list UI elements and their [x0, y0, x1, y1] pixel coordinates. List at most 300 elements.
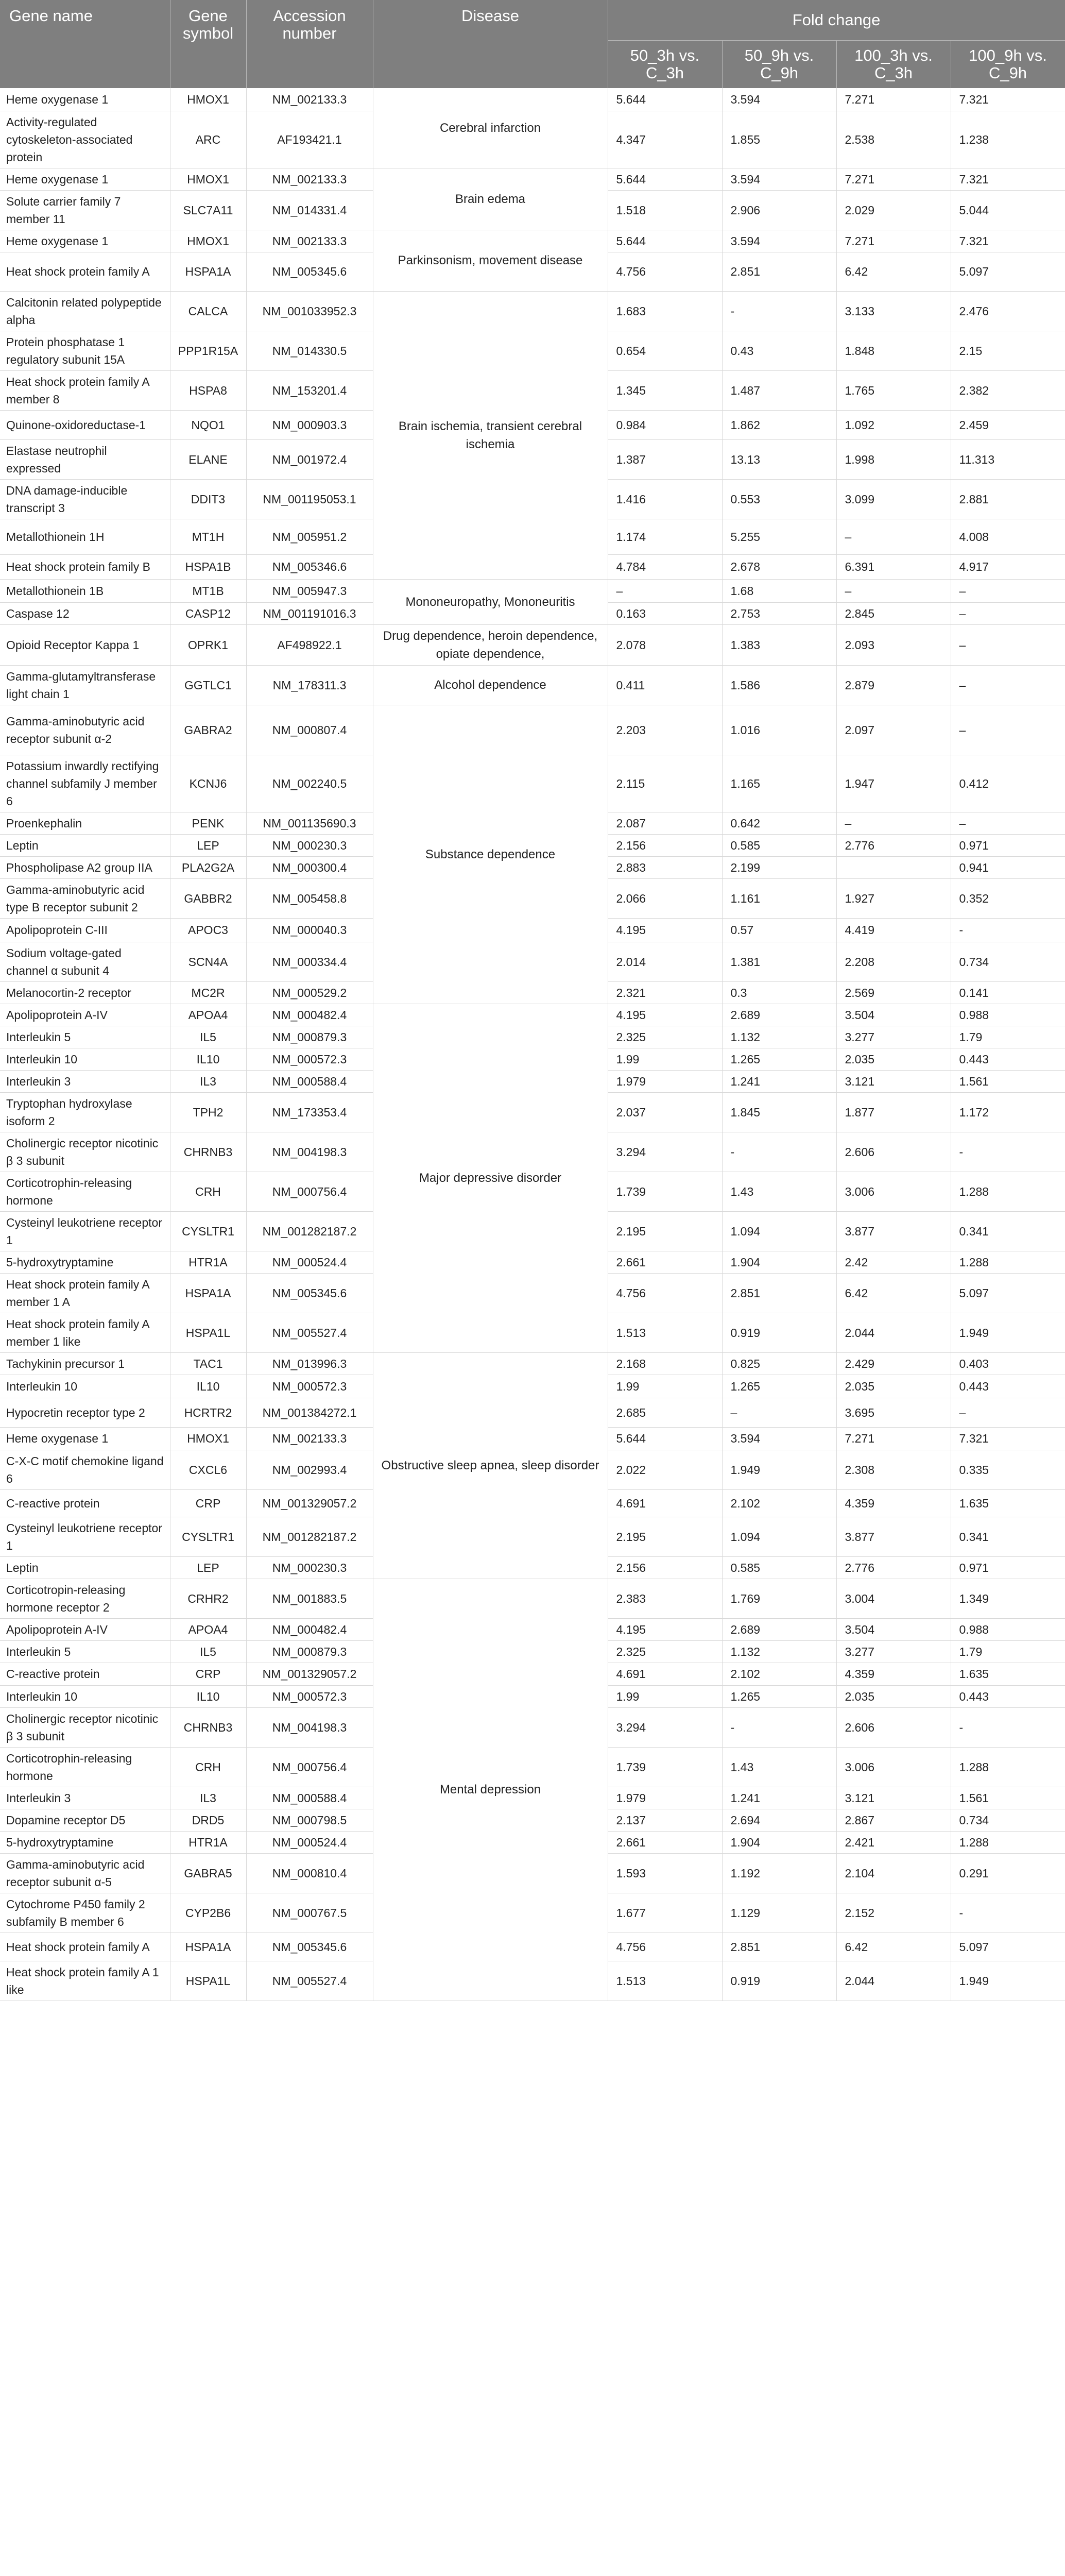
gene-symbol-cell: IL5 [170, 1640, 246, 1663]
accession-number-cell: NM_002133.3 [246, 88, 373, 111]
fold-change-cell: 1.862 [722, 410, 836, 439]
gene-name-cell: Interleukin 5 [0, 1026, 170, 1048]
fold-change-cell: 1.43 [722, 1172, 836, 1211]
accession-number-cell: NM_000810.4 [246, 1853, 373, 1893]
gene-name-cell: Elastase neutrophil expressed [0, 439, 170, 479]
gene-name-cell: Melanocortin-2 receptor [0, 981, 170, 1004]
gene-symbol-cell: CASP12 [170, 602, 246, 624]
gene-symbol-cell: CXCL6 [170, 1450, 246, 1489]
accession-number-cell: NM_000756.4 [246, 1747, 373, 1787]
accession-number-cell: NM_000300.4 [246, 856, 373, 878]
accession-number-cell: NM_000230.3 [246, 1556, 373, 1579]
gene-symbol-cell: TPH2 [170, 1092, 246, 1132]
fold-change-cell: 6.391 [836, 554, 951, 579]
fold-change-cell: 4.359 [836, 1489, 951, 1517]
accession-number-cell: NM_000524.4 [246, 1251, 373, 1273]
fold-change-cell: 2.851 [722, 1273, 836, 1313]
fold-change-cell: 7.321 [951, 88, 1065, 111]
fold-change-cell: 1.979 [608, 1787, 722, 1809]
fold-change-cell: 7.321 [951, 230, 1065, 252]
fold-change-cell: 1.129 [722, 1893, 836, 1933]
fold-change-cell: 2.569 [836, 981, 951, 1004]
fold-change-cell: 2.321 [608, 981, 722, 1004]
fold-change-cell: 2.152 [836, 1893, 951, 1933]
accession-number-cell: NM_000572.3 [246, 1685, 373, 1707]
accession-number-cell: NM_001135690.3 [246, 812, 373, 834]
fold-change-cell: 6.42 [836, 252, 951, 291]
fold-change-cell: 2.776 [836, 834, 951, 856]
accession-number-cell: NM_014331.4 [246, 190, 373, 230]
accession-number-cell: NM_000482.4 [246, 1004, 373, 1026]
fold-change-cell: 1.174 [608, 519, 722, 554]
header-gene-name: Gene name [0, 0, 170, 88]
gene-name-cell: Heat shock protein family A [0, 1933, 170, 1961]
fold-change-cell: 3.121 [836, 1787, 951, 1809]
gene-symbol-cell: CRP [170, 1489, 246, 1517]
gene-name-cell: Proenkephalin [0, 812, 170, 834]
fold-change-cell: 2.883 [608, 856, 722, 878]
fold-change-cell: 3.121 [836, 1070, 951, 1092]
gene-symbol-cell: HSPA1L [170, 1961, 246, 2001]
fold-change-cell: 0.734 [951, 1809, 1065, 1831]
gene-name-cell: Cholinergic receptor nicotinic β 3 subunit [0, 1707, 170, 1747]
fold-change-cell: 2.208 [836, 942, 951, 981]
accession-number-cell: NM_000879.3 [246, 1026, 373, 1048]
fold-change-cell: 2.168 [608, 1352, 722, 1375]
fold-change-cell: 3.006 [836, 1747, 951, 1787]
fold-change-cell: 1.949 [951, 1313, 1065, 1352]
fold-change-cell: 1.877 [836, 1092, 951, 1132]
gene-name-cell: Metallothionein 1B [0, 579, 170, 602]
gene-name-cell: Potassium inwardly rectifying channel subfamily J member 6 [0, 755, 170, 812]
fold-change-cell: 2.879 [836, 665, 951, 705]
accession-number-cell: NM_173353.4 [246, 1092, 373, 1132]
gene-name-cell: Tachykinin precursor 1 [0, 1352, 170, 1375]
fold-change-cell: 2.851 [722, 1933, 836, 1961]
gene-symbol-cell: ARC [170, 111, 246, 168]
gene-symbol-cell: GABRA5 [170, 1853, 246, 1893]
table-body [0, 88, 1065, 2001]
fold-change-cell: 2.661 [608, 1831, 722, 1853]
accession-number-cell: NM_000230.3 [246, 834, 373, 856]
fold-change-cell: 0.971 [951, 834, 1065, 856]
fold-change-cell: 2.694 [722, 1809, 836, 1831]
accession-number-cell: NM_000572.3 [246, 1048, 373, 1070]
fold-change-cell: 13.13 [722, 439, 836, 479]
fold-change-cell: 4.691 [608, 1489, 722, 1517]
header-fold-change: Fold change [608, 0, 1065, 41]
fold-change-cell: 2.429 [836, 1352, 951, 1375]
fold-change-cell: 0.919 [722, 1313, 836, 1352]
fold-change-cell: 7.271 [836, 88, 951, 111]
fold-change-cell: 2.104 [836, 1853, 951, 1893]
fold-change-cell: 4.784 [608, 554, 722, 579]
table-row [0, 624, 1065, 665]
fold-change-cell: 1.904 [722, 1831, 836, 1853]
fold-change-cell: 6.42 [836, 1273, 951, 1313]
fold-change-cell: 1.949 [722, 1450, 836, 1489]
gene-name-cell: C-reactive protein [0, 1489, 170, 1517]
fold-change-cell: 1.513 [608, 1961, 722, 2001]
fold-change-cell: 1.561 [951, 1787, 1065, 1809]
fold-change-cell: 0.57 [722, 918, 836, 942]
fold-change-cell: 0.642 [722, 812, 836, 834]
fold-change-cell: 3.277 [836, 1026, 951, 1048]
fold-change-cell: 0.352 [951, 878, 1065, 918]
fold-change-cell: 1.094 [722, 1211, 836, 1251]
gene-name-cell: Heme oxygenase 1 [0, 168, 170, 190]
fold-change-cell: 1.349 [951, 1579, 1065, 1618]
fold-change-cell: 1.165 [722, 755, 836, 812]
gene-name-cell: Cysteinyl leukotriene receptor 1 [0, 1211, 170, 1251]
gene-name-cell: Tryptophan hydroxylase isoform 2 [0, 1092, 170, 1132]
fold-change-cell: 1.683 [608, 291, 722, 331]
gene-name-cell: Gamma-aminobutyric acid receptor subunit α-5 [0, 1853, 170, 1893]
fold-change-cell: 2.078 [608, 624, 722, 665]
disease-cell: Major depressive disorder [373, 1004, 608, 1352]
gene-name-cell: Phospholipase A2 group IIA [0, 856, 170, 878]
fold-change-cell: 1.288 [951, 1251, 1065, 1273]
fold-change-cell: 1.487 [722, 370, 836, 410]
accession-number-cell: NM_000807.4 [246, 705, 373, 755]
accession-number-cell: NM_001384272.1 [246, 1398, 373, 1427]
fold-change-cell: 1.132 [722, 1640, 836, 1663]
fold-change-cell: 7.271 [836, 230, 951, 252]
accession-number-cell: NM_005346.6 [246, 554, 373, 579]
header-50-9h: 50_9h vs. C_9h [722, 41, 836, 89]
fold-change-cell: 2.845 [836, 602, 951, 624]
fold-change-cell: 2.195 [608, 1211, 722, 1251]
fold-change-cell: 4.347 [608, 111, 722, 168]
fold-change-cell: 2.137 [608, 1809, 722, 1831]
gene-symbol-cell: HCRTR2 [170, 1398, 246, 1427]
fold-change-cell: 1.265 [722, 1048, 836, 1070]
gene-symbol-cell: IL5 [170, 1026, 246, 1048]
fold-change-cell: 1.416 [608, 479, 722, 519]
fold-change-cell: 5.044 [951, 190, 1065, 230]
disease-cell: Drug dependence, heroin dependence, opiate dependence, [373, 624, 608, 665]
fold-change-cell: 3.504 [836, 1618, 951, 1640]
fold-change-cell: 1.238 [951, 111, 1065, 168]
fold-change-cell: 3.294 [608, 1707, 722, 1747]
gene-symbol-cell: IL3 [170, 1070, 246, 1092]
fold-change-cell: 7.321 [951, 1427, 1065, 1450]
fold-change-cell: 5.097 [951, 1933, 1065, 1961]
fold-change-cell: 0.291 [951, 1853, 1065, 1893]
accession-number-cell: NM_000334.4 [246, 942, 373, 981]
gene-name-cell: Interleukin 3 [0, 1070, 170, 1092]
gene-name-cell: Heme oxygenase 1 [0, 88, 170, 111]
accession-number-cell: NM_005345.6 [246, 252, 373, 291]
gene-symbol-cell: CRH [170, 1172, 246, 1211]
gene-symbol-cell: PENK [170, 812, 246, 834]
accession-number-cell: NM_000524.4 [246, 1831, 373, 1853]
accession-number-cell: NM_005458.8 [246, 878, 373, 918]
fold-change-cell: – [608, 579, 722, 602]
fold-change-cell: – [951, 812, 1065, 834]
gene-name-cell: Corticotropin-releasing hormone receptor 2 [0, 1579, 170, 1618]
gene-symbol-cell: CHRNB3 [170, 1707, 246, 1747]
gene-symbol-cell: HSPA8 [170, 370, 246, 410]
fold-change-cell: 1.739 [608, 1747, 722, 1787]
fold-change-cell: 1.094 [722, 1517, 836, 1556]
fold-change-cell: 2.087 [608, 812, 722, 834]
accession-number-cell: NM_000879.3 [246, 1640, 373, 1663]
fold-change-cell: 1.172 [951, 1092, 1065, 1132]
table-row [0, 665, 1065, 705]
fold-change-cell: 5.644 [608, 1427, 722, 1450]
fold-change-cell: 0.43 [722, 331, 836, 370]
fold-change-cell: 0.341 [951, 1211, 1065, 1251]
fold-change-cell: 1.635 [951, 1489, 1065, 1517]
fold-change-cell: 1.518 [608, 190, 722, 230]
fold-change-cell: 2.066 [608, 878, 722, 918]
gene-name-cell: Cytochrome P450 family 2 subfamily B member 6 [0, 1893, 170, 1933]
fold-change-cell: – [951, 705, 1065, 755]
gene-name-cell: Heat shock protein family A [0, 252, 170, 291]
table-row [0, 291, 1065, 331]
fold-change-cell: 1.979 [608, 1070, 722, 1092]
fold-change-cell: 2.308 [836, 1450, 951, 1489]
gene-name-cell: Leptin [0, 834, 170, 856]
gene-name-cell: Protein phosphatase 1 regulatory subunit 15A [0, 331, 170, 370]
accession-number-cell: NM_000482.4 [246, 1618, 373, 1640]
fold-change-cell: 2.156 [608, 834, 722, 856]
fold-change-cell: 1.904 [722, 1251, 836, 1273]
accession-number-cell: NM_005951.2 [246, 519, 373, 554]
disease-cell: Brain edema [373, 168, 608, 230]
fold-change-cell: 3.695 [836, 1398, 951, 1427]
fold-change-cell: 2.382 [951, 370, 1065, 410]
accession-number-cell: NM_000903.3 [246, 410, 373, 439]
fold-change-cell: 1.845 [722, 1092, 836, 1132]
fold-change-cell: – [951, 624, 1065, 665]
fold-change-cell: 0.3 [722, 981, 836, 1004]
fold-change-cell: - [951, 1893, 1065, 1933]
fold-change-cell: 1.79 [951, 1026, 1065, 1048]
fold-change-cell: 1.288 [951, 1747, 1065, 1787]
gene-name-cell: Gamma-glutamyltransferase light chain 1 [0, 665, 170, 705]
accession-number-cell: NM_000588.4 [246, 1787, 373, 1809]
gene-symbol-cell: APOC3 [170, 918, 246, 942]
fold-change-cell: 2.459 [951, 410, 1065, 439]
fold-change-cell: 4.008 [951, 519, 1065, 554]
gene-name-cell: Heat shock protein family A member 8 [0, 370, 170, 410]
accession-number-cell: NM_001282187.2 [246, 1517, 373, 1556]
fold-change-cell: 5.644 [608, 88, 722, 111]
fold-change-cell: 1.387 [608, 439, 722, 479]
fold-change-cell: 2.195 [608, 1517, 722, 1556]
fold-change-cell: 5.097 [951, 1273, 1065, 1313]
accession-number-cell: NM_001883.5 [246, 1579, 373, 1618]
fold-change-cell: 1.265 [722, 1375, 836, 1398]
fold-change-cell: 4.691 [608, 1663, 722, 1685]
gene-symbol-cell: MT1H [170, 519, 246, 554]
accession-number-cell: NM_002133.3 [246, 168, 373, 190]
header-disease: Disease [373, 0, 608, 88]
fold-change-cell: 0.443 [951, 1685, 1065, 1707]
gene-name-cell: Opioid Receptor Kappa 1 [0, 624, 170, 665]
fold-change-cell: 1.43 [722, 1747, 836, 1787]
gene-symbol-cell: MC2R [170, 981, 246, 1004]
gene-symbol-cell: PLA2G2A [170, 856, 246, 878]
fold-change-cell: 3.877 [836, 1211, 951, 1251]
gene-symbol-cell: HSPA1A [170, 1273, 246, 1313]
fold-change-cell: 2.851 [722, 252, 836, 291]
fold-change-cell: 2.906 [722, 190, 836, 230]
fold-change-cell: – [951, 1398, 1065, 1427]
fold-change-cell: 2.115 [608, 755, 722, 812]
accession-number-cell: AF498922.1 [246, 624, 373, 665]
fold-change-cell: 0.988 [951, 1618, 1065, 1640]
fold-change-cell: – [836, 519, 951, 554]
disease-cell: Substance dependence [373, 705, 608, 1004]
accession-number-cell: NM_005527.4 [246, 1313, 373, 1352]
fold-change-cell: 3.504 [836, 1004, 951, 1026]
fold-change-cell: 2.678 [722, 554, 836, 579]
fold-change-cell: 0.988 [951, 1004, 1065, 1026]
fold-change-cell: – [836, 579, 951, 602]
gene-name-cell: Cysteinyl leukotriene receptor 1 [0, 1517, 170, 1556]
fold-change-cell: 2.421 [836, 1831, 951, 1853]
gene-name-cell: Corticotrophin-releasing hormone [0, 1172, 170, 1211]
fold-change-cell: 2.383 [608, 1579, 722, 1618]
fold-change-cell: 2.029 [836, 190, 951, 230]
gene-symbol-cell: GABBR2 [170, 878, 246, 918]
fold-change-cell: 0.585 [722, 1556, 836, 1579]
accession-number-cell: NM_001972.4 [246, 439, 373, 479]
fold-change-cell: 1.765 [836, 370, 951, 410]
fold-change-cell: 1.561 [951, 1070, 1065, 1092]
fold-change-cell: 1.016 [722, 705, 836, 755]
fold-change-cell: 1.949 [951, 1961, 1065, 2001]
accession-number-cell: AF193421.1 [246, 111, 373, 168]
gene-name-cell: Interleukin 10 [0, 1685, 170, 1707]
gene-symbol-cell: IL10 [170, 1048, 246, 1070]
fold-change-cell: 1.855 [722, 111, 836, 168]
fold-change-cell: 2.044 [836, 1961, 951, 2001]
fold-change-cell: 0.443 [951, 1048, 1065, 1070]
fold-change-cell: 1.241 [722, 1070, 836, 1092]
fold-change-cell: 3.133 [836, 291, 951, 331]
fold-change-cell: 2.606 [836, 1132, 951, 1172]
fold-change-cell: 2.753 [722, 602, 836, 624]
gene-symbol-cell: CRP [170, 1663, 246, 1685]
fold-change-cell: 0.443 [951, 1375, 1065, 1398]
fold-change-cell: – [951, 602, 1065, 624]
fold-change-cell: 2.037 [608, 1092, 722, 1132]
gene-symbol-cell: HTR1A [170, 1251, 246, 1273]
accession-number-cell: NM_005345.6 [246, 1933, 373, 1961]
accession-number-cell: NM_002993.4 [246, 1450, 373, 1489]
gene-symbol-cell: MT1B [170, 579, 246, 602]
gene-symbol-cell: APOA4 [170, 1004, 246, 1026]
fold-change-cell: 2.685 [608, 1398, 722, 1427]
fold-change-cell: 2.035 [836, 1048, 951, 1070]
fold-change-cell: 1.132 [722, 1026, 836, 1048]
table-row [0, 705, 1065, 755]
header-50-3h: 50_3h vs. C_3h [608, 41, 722, 89]
fold-change-cell: 1.265 [722, 1685, 836, 1707]
fold-change-cell: 2.156 [608, 1556, 722, 1579]
fold-change-cell: 4.756 [608, 252, 722, 291]
gene-symbol-cell: HMOX1 [170, 1427, 246, 1450]
fold-change-cell: - [951, 918, 1065, 942]
disease-cell: Parkinsonism, movement disease [373, 230, 608, 291]
accession-number-cell: NM_000572.3 [246, 1375, 373, 1398]
gene-symbol-cell: ELANE [170, 439, 246, 479]
gene-name-cell: Heat shock protein family A 1 like [0, 1961, 170, 2001]
gene-symbol-cell: IL10 [170, 1685, 246, 1707]
gene-name-cell: Interleukin 10 [0, 1048, 170, 1070]
gene-name-cell: Quinone-oxidoreductase-1 [0, 410, 170, 439]
gene-name-cell: Leptin [0, 1556, 170, 1579]
gene-name-cell: Corticotrophin-releasing hormone [0, 1747, 170, 1787]
gene-symbol-cell: HSPA1L [170, 1313, 246, 1352]
gene-name-cell: Heat shock protein family B [0, 554, 170, 579]
fold-change-cell: 2.661 [608, 1251, 722, 1273]
gene-symbol-cell: CALCA [170, 291, 246, 331]
fold-change-cell: – [951, 665, 1065, 705]
fold-change-cell: 4.359 [836, 1663, 951, 1685]
accession-number-cell: NM_001191016.3 [246, 602, 373, 624]
gene-name-cell: Gamma-aminobutyric acid receptor subunit α-2 [0, 705, 170, 755]
fold-change-cell: 1.161 [722, 878, 836, 918]
fold-change-cell: 11.313 [951, 439, 1065, 479]
fold-change-cell: 0.941 [951, 856, 1065, 878]
header-accession-number: Accession number [246, 0, 373, 88]
fold-change-cell: 4.419 [836, 918, 951, 942]
accession-number-cell: NM_001033952.3 [246, 291, 373, 331]
fold-change-cell: 1.927 [836, 878, 951, 918]
fold-change-cell: 2.102 [722, 1489, 836, 1517]
fold-change-cell: – [836, 812, 951, 834]
table-row [0, 168, 1065, 190]
gene-name-cell: Caspase 12 [0, 602, 170, 624]
gene-name-cell: Interleukin 10 [0, 1375, 170, 1398]
fold-change-cell: 3.099 [836, 479, 951, 519]
fold-change-cell: - [951, 1132, 1065, 1172]
fold-change-cell: 1.677 [608, 1893, 722, 1933]
gene-symbol-cell: IL10 [170, 1375, 246, 1398]
fold-change-cell: 1.288 [951, 1831, 1065, 1853]
fold-change-cell: 1.593 [608, 1853, 722, 1893]
fold-change-cell: 5.644 [608, 168, 722, 190]
gene-symbol-cell: CYSLTR1 [170, 1517, 246, 1556]
accession-number-cell: NM_004198.3 [246, 1707, 373, 1747]
fold-change-cell: 2.15 [951, 331, 1065, 370]
fold-change-cell: 0.919 [722, 1961, 836, 2001]
table-row [0, 230, 1065, 252]
fold-change-cell: 5.255 [722, 519, 836, 554]
gene-symbol-cell: CHRNB3 [170, 1132, 246, 1172]
gene-symbol-cell: APOA4 [170, 1618, 246, 1640]
fold-change-cell: 5.644 [608, 230, 722, 252]
fold-change-cell: 2.097 [836, 705, 951, 755]
fold-change-cell: 3.877 [836, 1517, 951, 1556]
fold-change-cell: 3.594 [722, 88, 836, 111]
fold-change-cell: 1.848 [836, 331, 951, 370]
fold-change-cell: 4.195 [608, 918, 722, 942]
fold-change-cell: 0.141 [951, 981, 1065, 1004]
fold-change-cell: 2.881 [951, 479, 1065, 519]
fold-change-cell: 1.092 [836, 410, 951, 439]
fold-change-cell: 3.594 [722, 1427, 836, 1450]
gene-name-cell: C-reactive protein [0, 1663, 170, 1685]
fold-change-cell: 0.734 [951, 942, 1065, 981]
fold-change-cell: 0.971 [951, 1556, 1065, 1579]
gene-name-cell: Cholinergic receptor nicotinic β 3 subunit [0, 1132, 170, 1172]
